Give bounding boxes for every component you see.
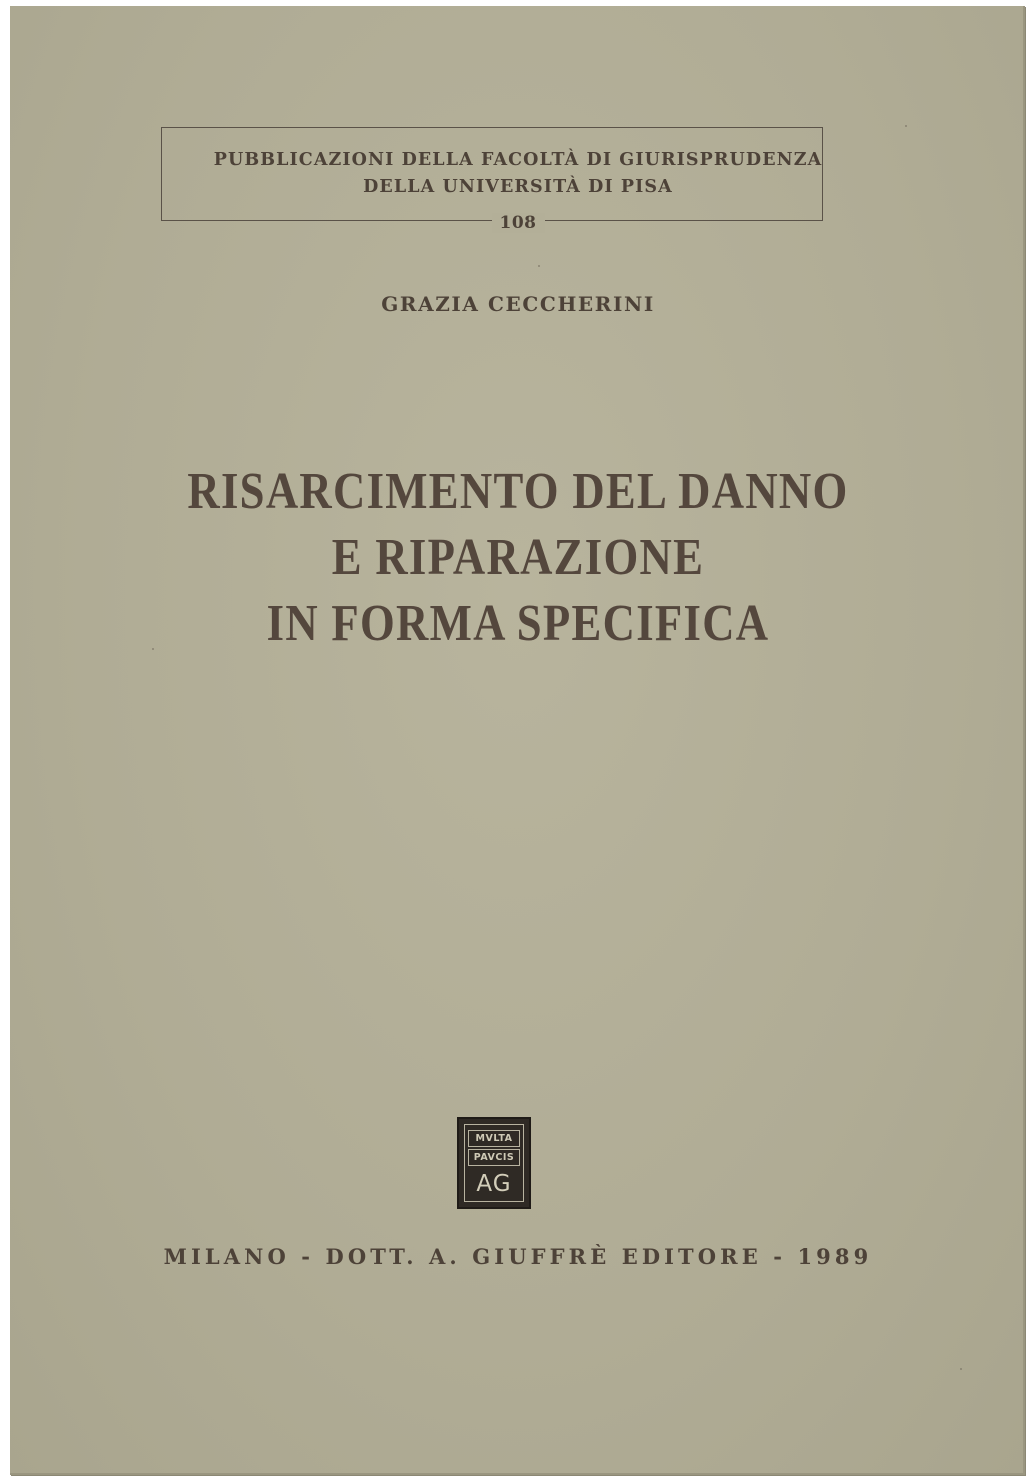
series-number-container: [0, 213, 1036, 233]
series-number: 108: [492, 213, 545, 233]
publisher-logo-motto-1: MVLTA: [468, 1130, 520, 1147]
series-title-line-2: DELLA UNIVERSITÀ DI PISA: [363, 177, 673, 197]
paper-speck: [538, 265, 540, 267]
publisher-logo-frame: [464, 1124, 524, 1202]
book-title-line-3: IN FORMA SPECIFICA: [266, 595, 770, 652]
series-frame: [161, 127, 823, 221]
paper-speck: [960, 1368, 962, 1370]
publisher-imprint: MILANO - DOTT. A. GIUFFRÈ EDITORE - 1989: [163, 1244, 873, 1269]
publisher-logo: [457, 1117, 531, 1209]
author-name: GRAZIA CECCHERINI: [381, 292, 655, 316]
series-title-line-1: PUBBLICAZIONI DELLA FACOLTÀ DI GIURISPRUDENZA: [213, 150, 823, 170]
book-title-line-1: RISARCIMENTO DEL DANNO: [187, 463, 849, 520]
book-title-line-2: E RIPARAZIONE: [331, 529, 705, 586]
publisher-logo-motto-2: PAVCIS: [468, 1149, 520, 1166]
paper-speck: [152, 648, 154, 650]
paper-speck: [905, 125, 907, 127]
publisher-logo-initials: AG: [476, 1171, 512, 1197]
